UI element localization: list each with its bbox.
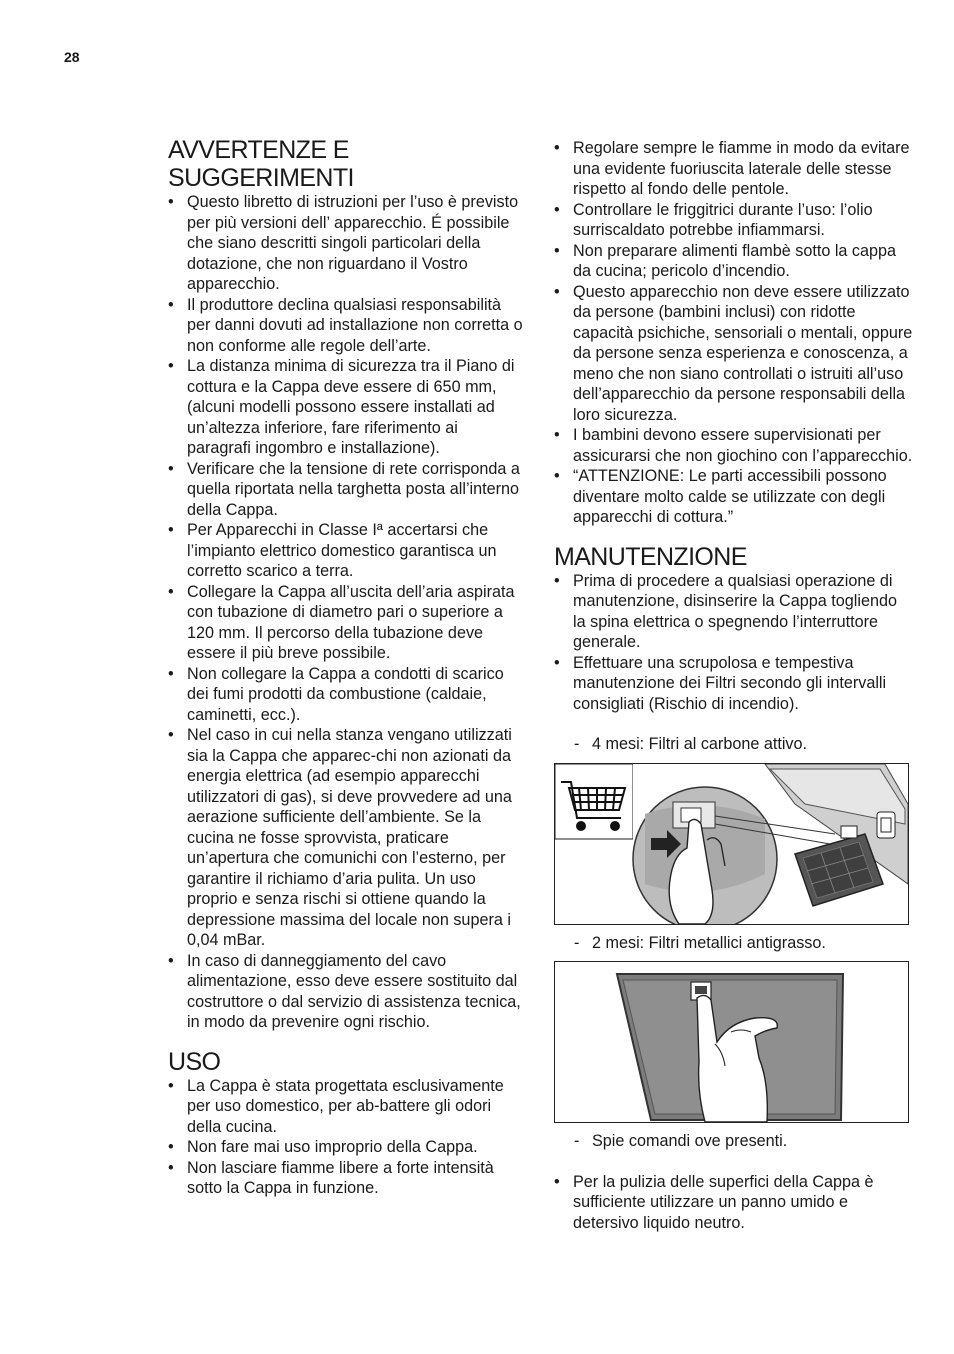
section-title-maintenance: MANUTENZIONE: [554, 542, 747, 571]
list-item: • Prima di procedere a qualsiasi operazione di manutenzione, disinserire la Cappa togliendo la spina elettrica o spegnendo l’interruttore generale.: [554, 571, 897, 651]
list-item: • Controllare le friggitrici durante l’uso: l’olio surriscaldato potrebbe infiammarsi.: [554, 200, 873, 239]
list-item: • Non preparare alimenti flambè sotto la cappa da cucina; pericolo d’incendio.: [554, 241, 897, 280]
list-item: • Collegare la Cappa all’uscita dell’aria aspirata con tubazione di diametro pari o superiore a 120 mm. Il percorso della tubazione deve essere il più breve possibile.: [168, 582, 515, 662]
list-item: • Non collegare la Cappa a condotti di scarico dei fumi prodotti da combustione (caldaie, caminetti, ecc.).: [168, 664, 504, 724]
list-item: • La distanza minima di sicurezza tra il Piano di cottura e la Cappa deve essere di 650 mm, (alcuni modelli possono essere installati ad un’altezza inferiore, fare riferimento ai paragrafi ingombro e installazione).: [168, 357, 515, 457]
indicator-note: - Spie comandi ove presenti.: [574, 1132, 788, 1150]
interval-metal: - 2 mesi: Filtri metallici antigrasso.: [574, 933, 826, 952]
carbon-filter-illustration: [554, 763, 909, 925]
list-item: • Questo libretto di istruzioni per l’uso è previsto per più versioni dell’ apparecchio. É possibile che siano descritti singoli particolari della dotazione, che non riguardano il Vostro apparecchio.: [168, 193, 519, 293]
maintenance-list: [554, 571, 914, 715]
list-item: • Per Apparecchi in Classe Iª accertarsi che l’impianto elettrico domestico garantisca un corretto scarico a terra.: [168, 521, 497, 580]
left-column: [168, 136, 524, 1199]
list-item: • Nel caso in cui nella stanza vengano utilizzati sia la Cappa che apparec-chi non azionati da energia elettrica (ad esempio apparecchi utilizzatori di gas), si deve provvedere ad una aerazione sufficiente dell’ambiente. Se la cucina ne fosse sprovvista, praticare un’apertura che comunichi con l’esterno, per garantire il richiamo d’aria pulita. Un uso proprio e senza rischi si ottiene quando la depressione massima del locale non supera i 0,04 mBar.: [168, 726, 512, 949]
use-list: [168, 1076, 524, 1199]
list-item: • Per la pulizia delle superfici della Cappa è sufficiente utilizzare un panno umido e detersivo liquido neutro.: [554, 1172, 874, 1232]
list-item: • Non fare mai uso improprio della Cappa.: [168, 1138, 478, 1156]
list-item: • In caso di danneggiamento del cavo alimentazione, esso deve essere sostituito dal costruttore o dal servizio di assistenza tecnica, in modo da prevenire ogni rischio.: [168, 951, 521, 1031]
list-item: • Questo apparecchio non deve essere utilizzato da persone (bambini inclusi) con ridotte capacità psichiche, sensoriali o mentali, oppure da persone senza esperienza e conoscenza, a meno che non siano controllati o istruiti all’uso dell’apparecchio da persone responsabili della loro sicurezza.: [554, 282, 913, 424]
metal-filter-illustration: [554, 961, 909, 1123]
list-item: • La Cappa è stata progettata esclusivamente per uso domestico, per ab-battere gli odori della cucina.: [168, 1076, 504, 1136]
filter-clip-icon: [877, 812, 895, 838]
right-column: [554, 138, 914, 1233]
warnings-list: [168, 192, 524, 1033]
list-item: • Il produttore declina qualsiasi responsabilità per danni dovuti ad installazione non corretta o non conforme alle regole dell’arte.: [168, 295, 523, 355]
section-title-warnings: AVVERTENZE E SUGGERIMENTI: [168, 136, 354, 192]
list-item: • Effettuare una scrupolosa e tempestiva manutenzione dei Filtri secondo gli intervalli consigliati (Rischio di incendio).: [554, 653, 887, 713]
list-item: • Non lasciare fiamme libere a forte intensità sotto la Cappa in funzione.: [168, 1158, 494, 1197]
section-title-use: USO: [168, 1047, 221, 1076]
page-number: 28: [64, 49, 80, 65]
use-list-continued: [554, 138, 914, 528]
interval-carbon: - 4 mesi: Filtri al carbone attivo.: [574, 735, 808, 753]
list-item: • I bambini devono essere supervisionati per assicurarsi che non giochino con l’apparecchio.: [554, 426, 913, 465]
cleaning-list: [554, 1172, 914, 1234]
list-item: • Verificare che la tensione di rete corrisponda a quella riportata nella targhetta posta all’interno della Cappa.: [168, 459, 520, 519]
list-item: • Regolare sempre le fiamme in modo da evitare una evidente fuoriuscita laterale delle stesse rispetto al fondo delle pentole.: [554, 139, 910, 198]
list-item: • “ATTENZIONE: Le parti accessibili possono diventare molto calde se utilizzate con degli apparecchi di cottura.”: [554, 467, 887, 526]
